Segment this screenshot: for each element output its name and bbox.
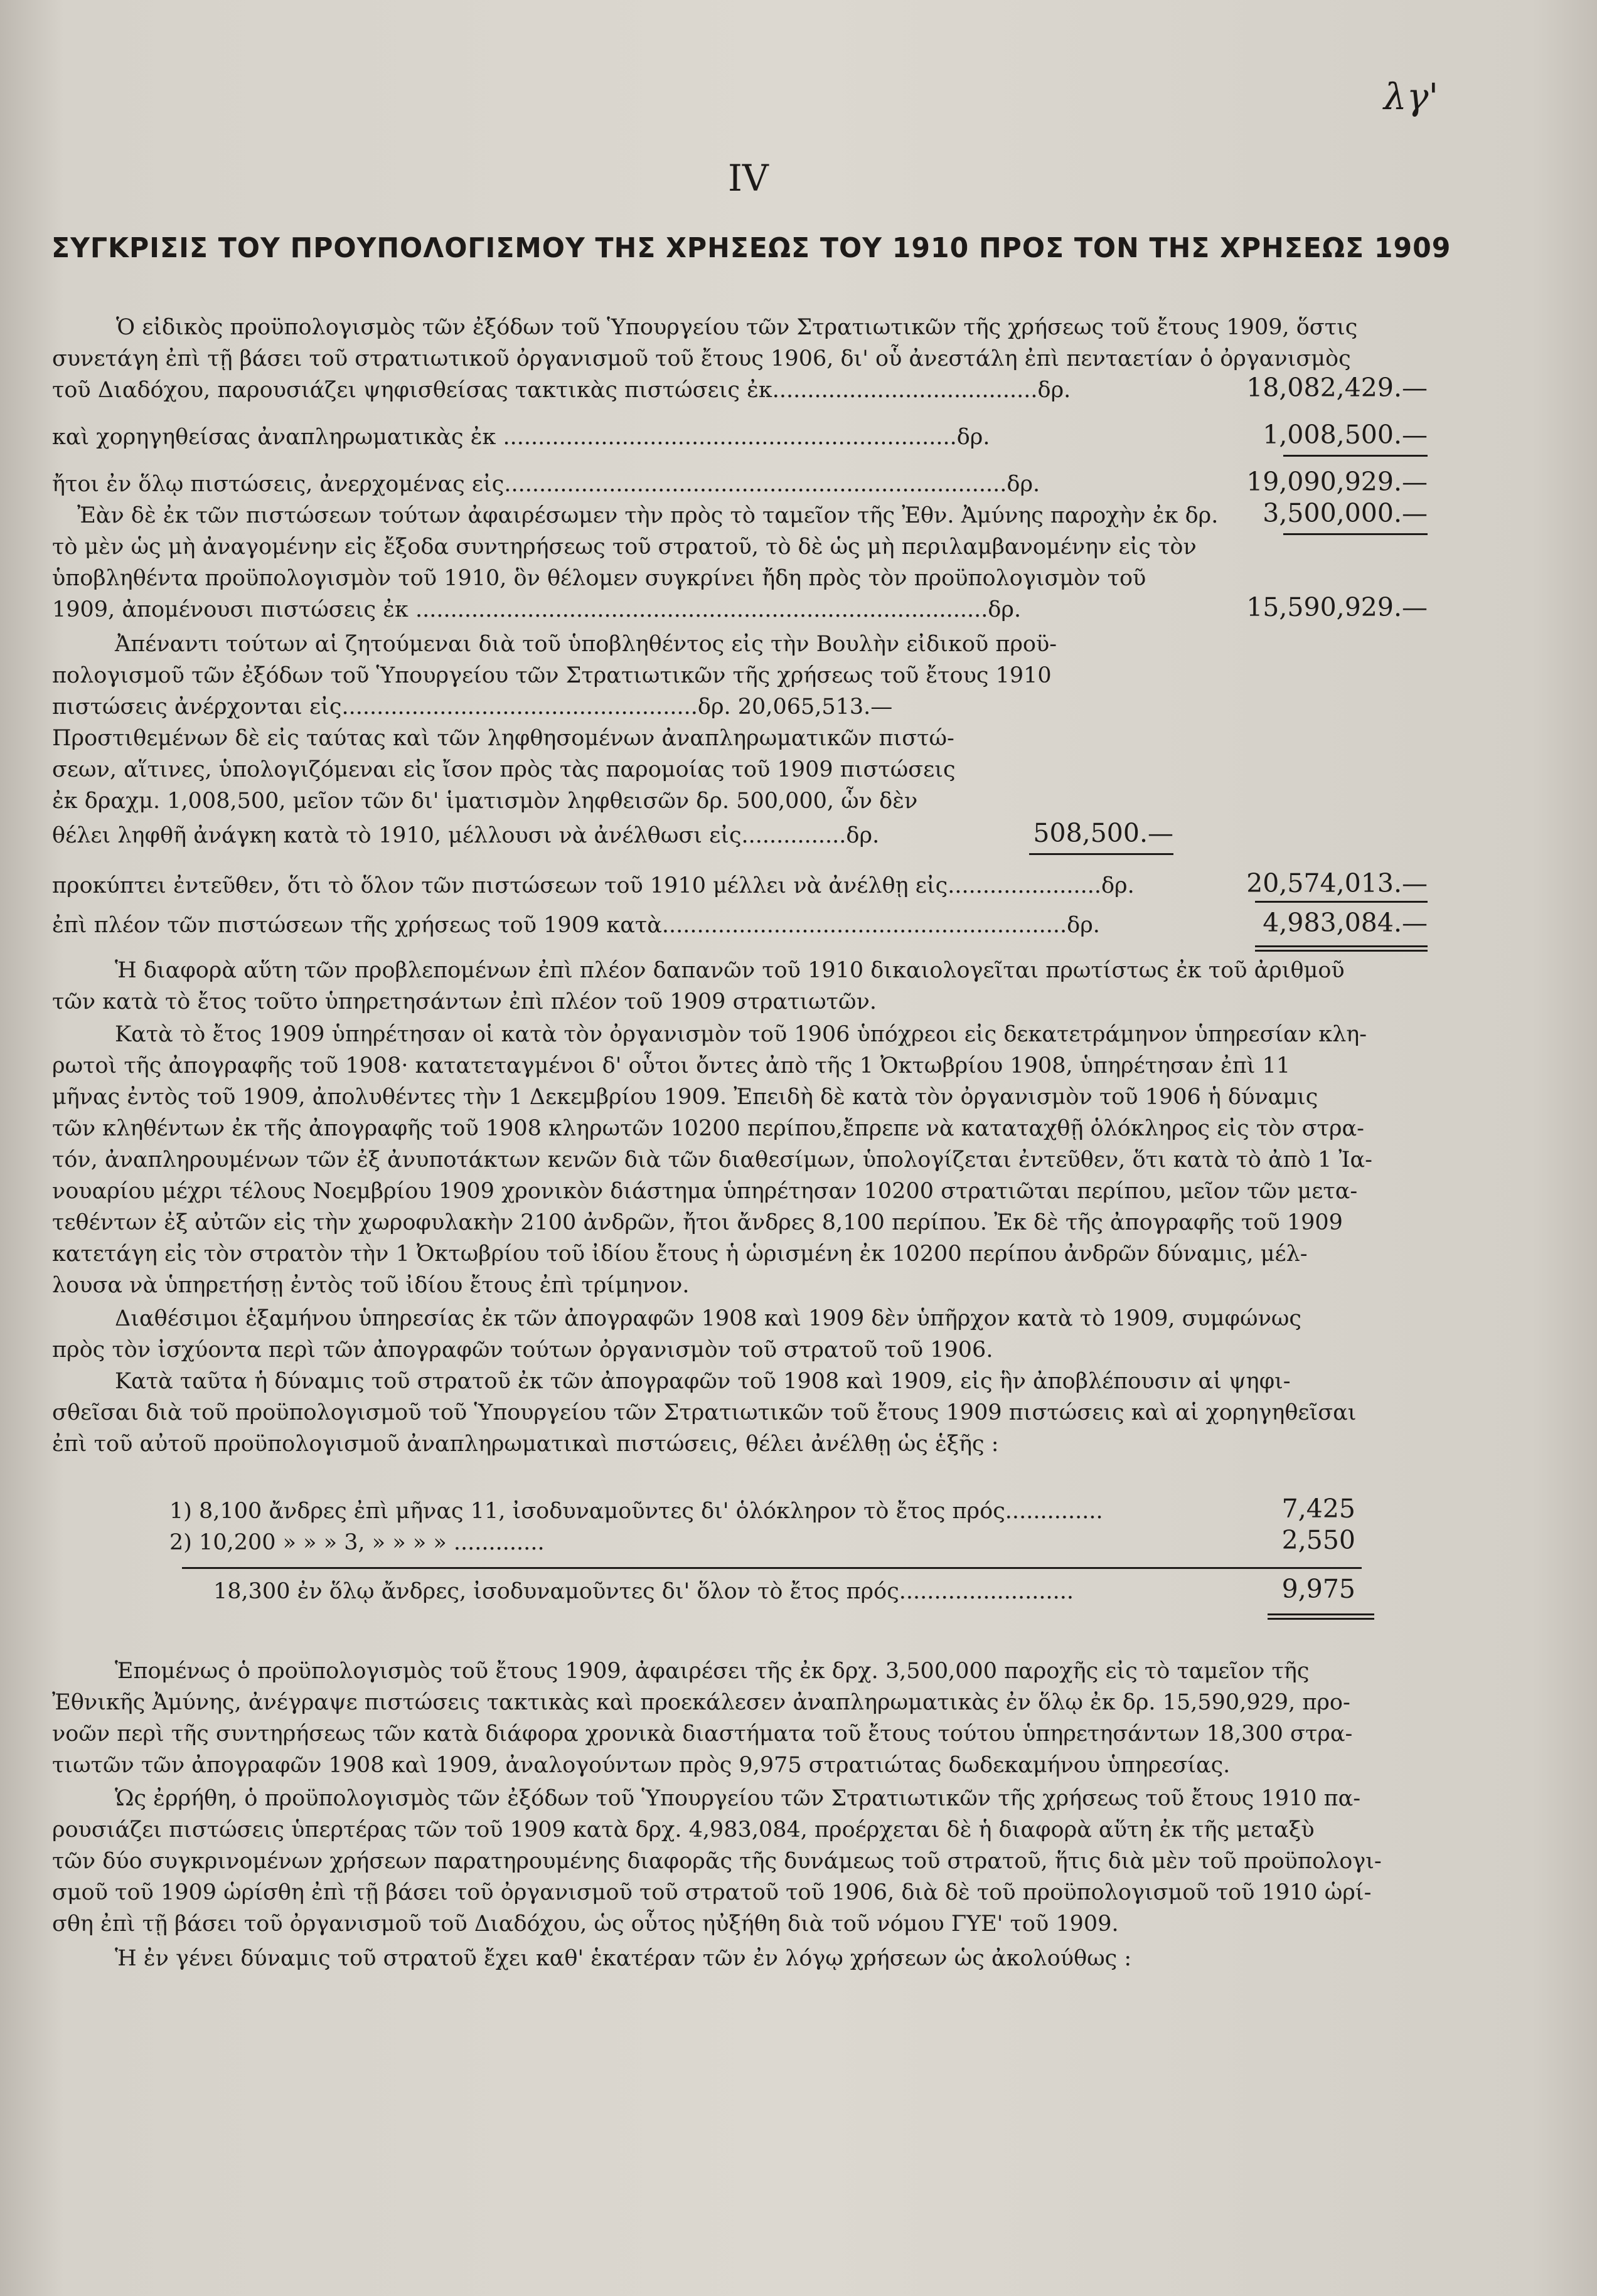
sum-rule — [1268, 1618, 1374, 1620]
sum-rule — [1283, 533, 1428, 535]
section-numeral: IV — [728, 157, 769, 199]
text-line: 2) 10,200 » » » 3, » » » » ............. — [169, 1530, 545, 1555]
amount: 20,574,013.— — [1246, 868, 1428, 898]
text-line: πιστώσεις ἀνέρχονται εἰς...................................................δρ. 20,065,513.— — [52, 694, 893, 720]
text-line: πολογισμοῦ τῶν ἐξόδων τοῦ Ὑπουργείου τῶν Στρατιωτικῶν τῆς χρήσεως τοῦ ἔτους 1910 — [52, 663, 1052, 688]
text-line: 18,300 ἐν ὅλῳ ἄνδρες, ἰσοδυναμοῦντες δι' ὅλον τὸ ἔτος πρός......................... — [213, 1579, 1074, 1604]
text-line: προκύπτει ἐντεῦθεν, ὅτι τὸ ὅλον τῶν πιστώσεων τοῦ 1910 μέλλει νὰ ἀνέλθῃ εἰς......................δρ. — [52, 873, 1135, 898]
text-line: τῶν κατὰ τὸ ἔτος τοῦτο ὑπηρετησάντων ἐπὶ πλέον τοῦ 1909 στρατιωτῶν. — [52, 989, 877, 1014]
text-line: Ὁ εἰδικὸς προϋπολογισμὸς τῶν ἐξόδων τοῦ Ὑπουργείου τῶν Στρατιωτικῶν τῆς χρήσεως τοῦ ἔτους 1909, ὅστις — [116, 315, 1358, 340]
text-line: Ὡς ἐρρήθη, ὁ προϋπολογισμὸς τῶν ἐξόδων τοῦ Ὑπουργείου τῶν Στρατιωτικῶν τῆς χρήσεως τοῦ ἔτους 1910 πα- — [115, 1786, 1361, 1811]
text-line: συνετάγη ἐπὶ τῇ βάσει τοῦ στρατιωτικοῦ ὀργανισμοῦ τοῦ ἔτους 1906, δι' οὗ ἀνεστάλη ἐπὶ πενταετίαν ὁ ὀργανισμὸς — [52, 346, 1351, 371]
text-line: ἐκ δραχμ. 1,008,500, μεῖον τῶν δι' ἱματισμὸν ληφθεισῶν δρ. 500,000, ὧν δὲν — [52, 789, 918, 814]
text-line: καὶ χορηγηθείσας ἀναπληρωματικὰς ἐκ .................................................................δρ. — [52, 425, 990, 450]
page-title: ΣΥΓΚΡΙΣΙΣ ΤΟΥ ΠΡΟΥΠΟΛΟΓΙΣΜΟΥ ΤΗΣ ΧΡΗΣΕΩΣ ΤΟΥ 1910 ΠΡΟΣ ΤΟΝ ΤΗΣ ΧΡΗΣΕΩΣ 1909 — [51, 232, 1451, 264]
amount: 4,983,084.— — [1263, 908, 1428, 938]
amount: 1,008,500.— — [1263, 420, 1428, 450]
text-line: Ἡ ἐν γένει δύναμις τοῦ στρατοῦ ἔχει καθ' ἑκατέραν τῶν ἐν λόγῳ χρήσεων ὡς ἀκολούθως : — [115, 1946, 1132, 1971]
text-line: σθεῖσαι διὰ τοῦ προϋπολογισμοῦ τοῦ Ὑπουργείου τῶν Στρατιωτικῶν τοῦ ἔτους 1909 πιστώσεις καὶ αἱ χορηγηθεῖσαι — [52, 1400, 1357, 1425]
text-line: 1) 8,100 ἄνδρες ἐπὶ μῆνας 11, ἰσοδυναμοῦντες δι' ὁλόκληρον τὸ ἔτος πρός.............. — [169, 1499, 1103, 1524]
text-line: Ἀπέναντι τούτων αἱ ζητούμεναι διὰ τοῦ ὑποβληθέντος εἰς τὴν Βουλὴν εἰδικοῦ προϋ- — [115, 632, 1057, 657]
text-line: ἤτοι ἐν ὅλῳ πιστώσεις, ἀνερχομένας εἰς........................................................................δρ. — [52, 472, 1040, 497]
text-line: μῆνας ἐντὸς τοῦ 1909, ἀπολυθέντες τὴν 1 Δεκεμβρίου 1909. Ἐπειδὴ δὲ κατὰ τὸν ὀργανισμὸν τοῦ 1906 ἡ δύναμις — [52, 1085, 1318, 1110]
text-line: τοῦ Διαδόχου, παρουσιάζει ψηφισθείσας τακτικὰς πιστώσεις ἐκ......................................δρ. — [52, 378, 1071, 403]
text-line: ρουσιάζει πιστώσεις ὑπερτέρας τῶν τοῦ 1909 κατὰ δρχ. 4,983,084, προέρχεται δὲ ἡ διαφορὰ αὕτη ἐκ τῆς μεταξὺ — [52, 1817, 1315, 1842]
sum-rule — [1255, 901, 1428, 903]
text-line: Κατὰ ταῦτα ἡ δύναμις τοῦ στρατοῦ ἐκ τῶν ἀπογραφῶν τοῦ 1908 καὶ 1909, εἰς ἣν ἀποβλέπουσιν αἱ ψηφι- — [115, 1369, 1291, 1394]
sum-rule — [1283, 455, 1428, 457]
sum-rule — [1255, 945, 1428, 947]
text-line: τὸ μὲν ὡς μὴ ἀναγομένην εἰς ἔξοδα συντηρήσεως τοῦ στρατοῦ, τὸ δὲ ὡς μὴ περιλαμβανομένην εἰς τὸν — [52, 534, 1197, 560]
text-line: ρωτοὶ τῆς ἀπογραφῆς τοῦ 1908· κατατεταγμένοι δ' οὗτοι ὄντες ἀπὸ τῆς 1 Ὀκτωβρίου 1908, ὑπηρέτησαν ἐπὶ 11 — [52, 1053, 1291, 1078]
text-line: τῶν δύο συγκρινομένων χρήσεων παρατηρουμένης διαφορᾶς τῆς δυνάμεως τοῦ στρατοῦ, ἥτις διὰ μὲν τοῦ προϋπολογι- — [52, 1849, 1382, 1874]
amount: 18,082,429.— — [1246, 373, 1428, 403]
amount: 7,425 — [1281, 1494, 1355, 1524]
text-line: ἐπὶ τοῦ αὐτοῦ προϋπολογισμοῦ ἀναπληρωματικαὶ πιστώσεις, θέλει ἀνέλθῃ ὡς ἑξῆς : — [52, 1432, 999, 1457]
text-line: Διαθέσιμοι ἑξαμήνου ὑπηρεσίας ἐκ τῶν ἀπογραφῶν 1908 καὶ 1909 δὲν ὑπῆρχον κατὰ τὸ 1909, συμφώνως — [115, 1306, 1302, 1331]
amount: 3,500,000.— — [1263, 498, 1428, 528]
text-line: νουαρίου μέχρι τέλους Νοεμβρίου 1909 χρονικὸν διάστημα ὑπηρέτησαν 10200 στρατιῶται περίπου, μεῖον τῶν μετα- — [52, 1179, 1358, 1204]
amount: 2,550 — [1281, 1525, 1355, 1555]
text-line: Προστιθεμένων δὲ εἰς ταύτας καὶ τῶν ληφθησομένων ἀναπληρωματικῶν πιστώ- — [52, 726, 954, 751]
text-line: σεων, αἵτινες, ὑπολογιζόμεναι εἰς ἴσον πρὸς τὰς παρομοίας τοῦ 1909 πιστώσεις — [52, 757, 956, 782]
text-line: Ἐὰν δὲ ἐκ τῶν πιστώσεων τούτων ἀφαιρέσωμεν τὴν πρὸς τὸ ταμεῖον τῆς Ἐθν. Ἀμύνης παροχὴν ἐκ δρ. — [77, 503, 1219, 528]
amount: 19,090,929.— — [1246, 467, 1428, 497]
text-line: Ἐθνικῆς Ἀμύνης, ἀνέγραψε πιστώσεις τακτικὰς καὶ προεκάλεσεν ἀναπληρωματικὰς ἐν ὅλῳ ἐκ δρ. 15,590,929, προ- — [52, 1690, 1350, 1715]
sum-rule — [1255, 950, 1428, 952]
text-line: ἐπὶ πλέον τῶν πιστώσεων τῆς χρήσεως τοῦ 1909 κατὰ..........................................................δρ. — [52, 913, 1100, 938]
text-line: 1909, ἀπομένουσι πιστώσεις ἐκ ..................................................................................δρ. — [52, 597, 1022, 622]
text-line: σμοῦ τοῦ 1909 ὡρίσθη ἐπὶ τῇ βάσει τοῦ ὀργανισμοῦ τοῦ στρατοῦ τοῦ 1906, διὰ δὲ τοῦ προϋπολογισμοῦ τοῦ 1910 ὡρί- — [52, 1880, 1372, 1905]
text-line: πρὸς τὸν ἰσχύοντα περὶ τῶν ἀπογραφῶν τούτων ὀργανισμὸν τοῦ στρατοῦ τοῦ 1906. — [52, 1337, 993, 1363]
page-number: λγ' — [1384, 75, 1439, 118]
text-line: λουσα νὰ ὑπηρετήσῃ ἐντὸς τοῦ ἰδίου ἔτους ἐπὶ τρίμηνον. — [52, 1273, 690, 1298]
text-line: τόν, ἀναπληρουμένων τῶν ἐξ ἀνυποτάκτων κενῶν διὰ τῶν διαθεσίμων, ὑπολογίζεται ἐντεῦθεν, ὅτι κατὰ τὸ ἀπὸ 1 Ἰα- — [52, 1147, 1372, 1172]
sum-rule — [1268, 1613, 1374, 1615]
amount: 15,590,929.— — [1246, 592, 1428, 622]
amount: 508,500.— — [1033, 818, 1173, 848]
text-line: ὑποβληθέντα προϋπολογισμὸν τοῦ 1910, ὃν θέλομεν συγκρίνει ἤδη πρὸς τὸν προϋπολογισμὸν τοῦ — [52, 566, 1146, 591]
text-line: σθη ἐπὶ τῇ βάσει τοῦ ὀργανισμοῦ τοῦ Διαδόχου, ὡς οὗτος ηὐξήθη διὰ τοῦ νόμου ΓΥΕ' τοῦ 1909. — [52, 1911, 1119, 1937]
text-line: Κατὰ τὸ ἔτος 1909 ὑπηρέτησαν οἱ κατὰ τὸν ὀργανισμὸν τοῦ 1906 ὑπόχρεοι εἰς δεκατετράμηνον ὑπηρεσίαν κλη- — [115, 1022, 1367, 1047]
text-line: κατετάγη εἰς τὸν στρατὸν τὴν 1 Ὀκτωβρίου τοῦ ἰδίου ἔτους ἡ ὡρισμένη ἐκ 10200 περίπου ἀνδρῶν δύναμις, μέλ- — [52, 1241, 1308, 1267]
amount: 9,975 — [1281, 1574, 1355, 1604]
text-line: τῶν κληθέντων ἐκ τῆς ἀπογραφῆς τοῦ 1908 κληρωτῶν 10200 περίπου,ἔπρεπε νὰ καταταχθῇ ὁλόκληρος εἰς τὸν στρα- — [52, 1116, 1364, 1141]
text-line: Ἡ διαφορὰ αὕτη τῶν προβλεπομένων ἐπὶ πλέον δαπανῶν τοῦ 1910 δικαιολογεῖται πρωτίστως ἐκ τοῦ ἀριθμοῦ — [115, 958, 1345, 983]
sum-rule — [182, 1567, 1362, 1569]
sum-rule — [1029, 853, 1173, 855]
text-line: τεθέντων ἐξ αὐτῶν εἰς τὴν χωροφυλακὴν 2100 ἀνδρῶν, ἤτοι ἄνδρες 8,100 περίπου. Ἐκ δὲ τῆς ἀπογραφῆς τοῦ 1909 — [52, 1210, 1343, 1235]
text-line: θέλει ληφθῆ ἀνάγκη κατὰ τὸ 1910, μέλλουσι νὰ ἀνέλθωσι εἰς...............δρ. — [52, 823, 880, 848]
text-line: τιωτῶν τῶν ἀπογραφῶν 1908 καὶ 1909, ἀναλογούντων πρὸς 9,975 στρατιώτας δωδεκαμήνου ὑπηρεσίας. — [52, 1753, 1231, 1778]
text-line: Ἑπομένως ὁ προϋπολογισμὸς τοῦ ἔτους 1909, ἀφαιρέσει τῆς ἐκ δρχ. 3,500,000 παροχῆς εἰς τὸ ταμεῖον τῆς — [115, 1659, 1310, 1684]
text-line: νοῶν περὶ τῆς συντηρήσεως τῶν κατὰ διάφορα χρονικὰ διαστήματα τοῦ ἔτους τούτου ὑπηρετησάντων 18,300 στρα- — [52, 1721, 1353, 1746]
